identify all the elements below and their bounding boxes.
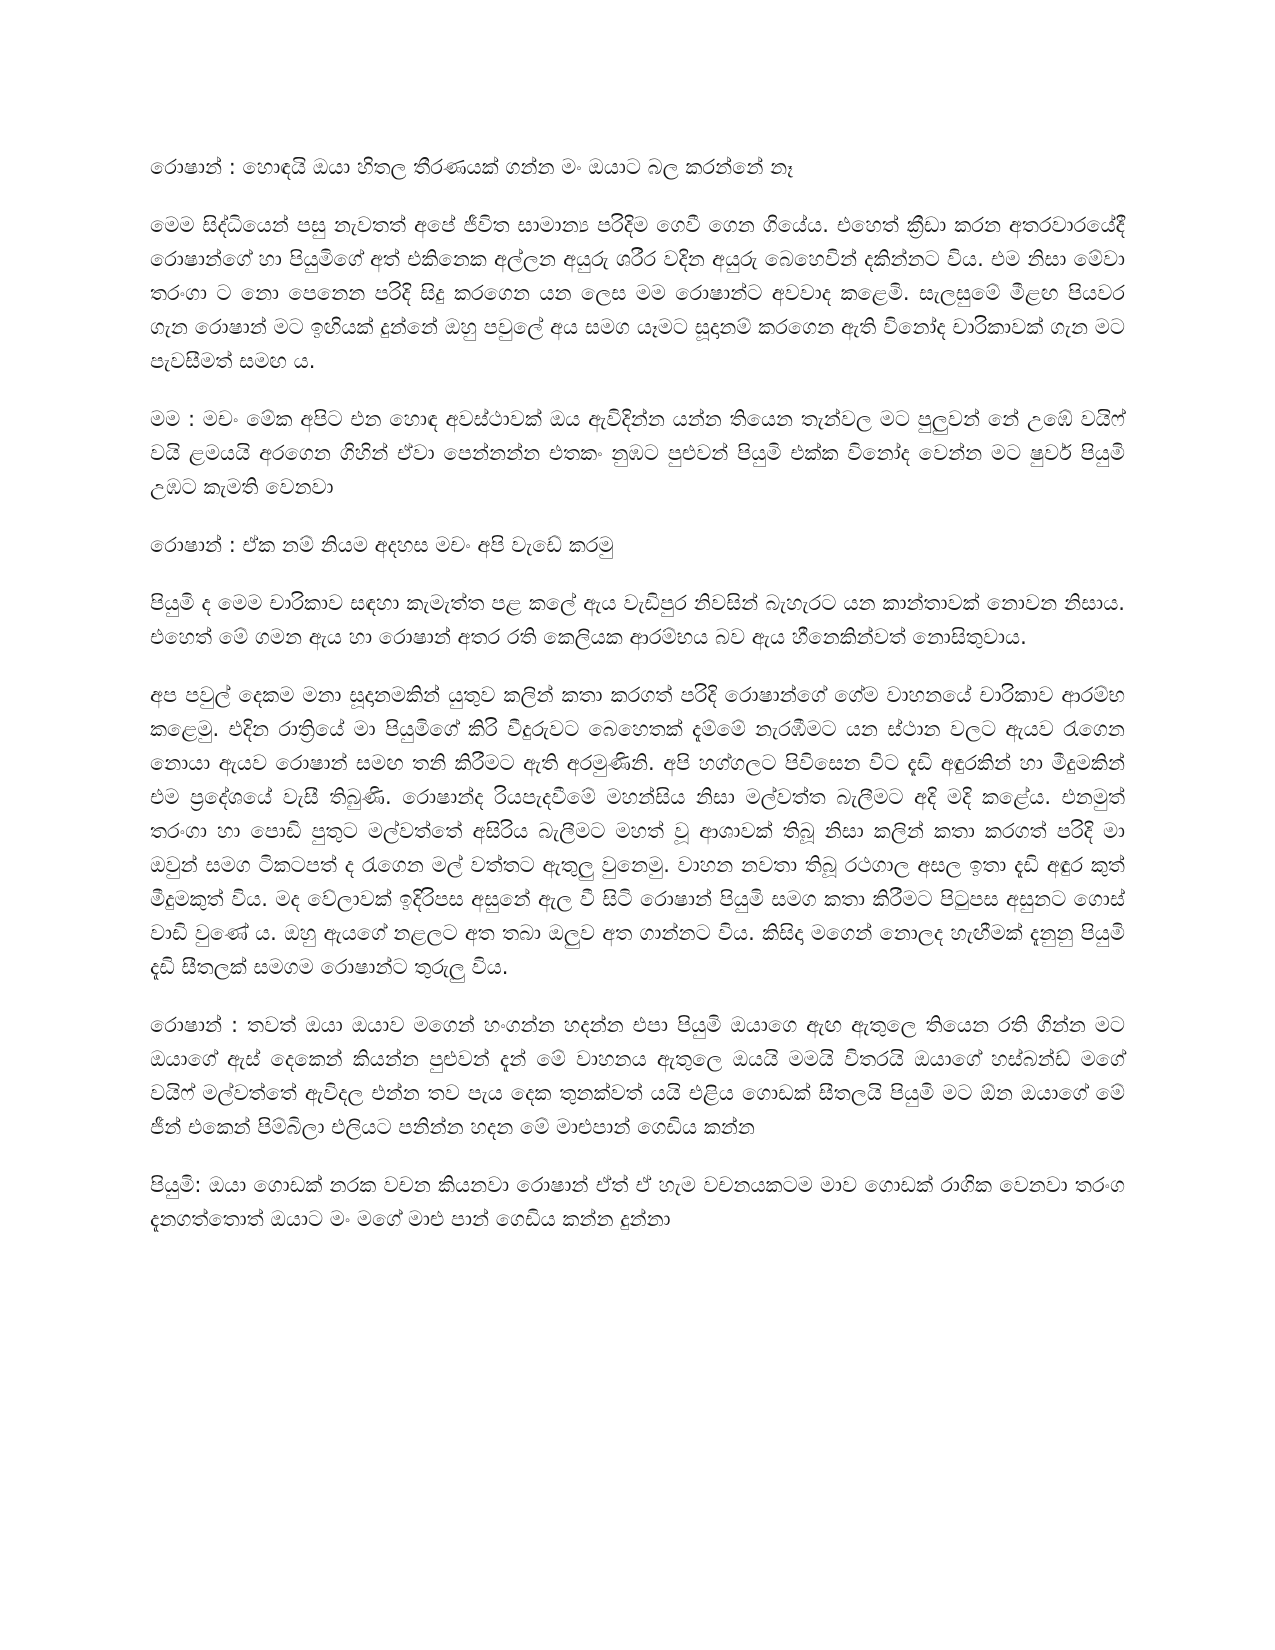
paragraph-roshan-decision: රොෂාන් : හොඳයි ඔයා හිතල තීරණයක් ගන්න මං ඔයාට බල කරන්නේ නෑ — [150, 155, 794, 179]
paragraph-piyumi-speech: පියුමි: ඔයා ගොඩක් නරක වචන කියනවා රොෂාන් ඒත් ඒ හැම වචනයකටම මාව ගොඩක් රාගික වෙනවා තරංග දැනගත්තොත් ඔයාට මං මගේ මාළු පාන් ගෙඩිය කන්න දුන්නා — [150, 1173, 1125, 1231]
paragraph-piyumi-trip: පියුමි ද මෙම චාරිකාව සඳහා කැමැත්ත පළ කලේ ඇය වැඩිපුර නිවසින් බැහැරට යන කාන්තාවක් නොවන නිසාය. එහෙත් මේ ගමන ඇය හා රොෂාන් අතර රති කෙලියක ආරම්භය බව ඇය හීනෙකින්වත් නොසිතුවාය. — [150, 591, 1125, 649]
document-body — [150, 150, 1125, 1260]
paragraph-roshan-speech: රොෂාන් : තවත් ඔයා ඔයාව මගෙන් හංගන්න හදන්න එපා පියුමි ඔයාගෙ ඇඟ ඇතුලෙ තියෙන රති ගින්න මට ඔයාගේ ඇස් දෙකෙන් කියන්න පුළුවන් දැන් මේ වාහනය ඇතුලෙ ඔයයි මමයි විතරයි ඔයාගේ හස්බන්ඩ් මගේ වයිෆ් මල්වත්තේ ඇවිදල එන්න තව පැය දෙක තුනක්වත් යයි එළිය ගොඩක් සීතලයි පියුමි මට ඕන ඔයාගේ මේ ජීන් එකෙන් පිම්බිලා එලියට පනින්න හදන මේ මාළුපාන් ගෙඩිය කන්න — [150, 1013, 1125, 1139]
paragraph-trip-narration: අප පවුල් දෙකම මනා සූදානමකින් යුතුව කලින් කතා කරගත් පරිදි රොෂාන්ගේ ගේම වාහනයේ චාරිකාව ආරම්භ කළෙමු. එදින රාත්‍රියේ මා පියුමිගේ කිරි වීදුරුවට බෙහෙතක් දැම්මේ නැරඹීමට යන ස්ථාන වලට ඇයව රැගෙන නොයා ඇයව රොෂාන් සමඟ තනි කිරීමට ඇති අරමුණිනි. අපි හග්ගලට පිවිසෙන විට දැඩි අඳුරකින් හා මීදුමකින් එම ප්‍රදේශයේ වැසී තිබුණි. රොෂාන්ද රියපැදවීමේ මහන්සිය නිසා මල්වත්ත බැලීමට අදි මදි කළේය. එනමුත් තරංගා හා පොඩි පුතුට මල්වත්තේ අසිරිය බැලීමට මහත් වූ ආශාවක් තිබූ නිසා කලින් කතා කරගත් පරිදි මා ඔවුන් සමග ටිකටපත් ද රැගෙන මල් වත්තට ඇතුලු වුනෙමු. වාහන නවතා තිබූ රථගාල අසල ඉතා දැඩි අඳුර කුත් මීදුමකුත් විය. මද වේලාවක් ඉදිරිපස අසුනේ ඇල වී සිටි රොෂාන් පියුමි සමග කතා කිරීමට පිටුපස අසුනට ගොස් වාඩි වුණේ ය. ඔහු ඇයගේ නළලට අත තබා ඔලුව අත ගාන්නට විය. කිසිදා මගෙන් නොලද හැඟීමක් දැනුනු පියුමි දැඩි සීතලක් සමගම රොෂාන්ට තුරුලු විය. — [150, 683, 1125, 979]
paragraph-roshan-agrees: රොෂාන් : ඒක නම් නියම අදහස මචං අපි වැඩේ කරමු — [150, 533, 614, 557]
paragraph-me-opportunity: මම : මචං මේක අපිට එන හොඳ අවස්ථාවක් ඔය ඇවිදින්න යන්න තියෙන තැන්වල මට පුලුවන් නේ උඹේ වයිෆ් වයි ළමයයි අරගෙන ගිහින් ඒවා පෙන්නන්න එතකං නුඹට පුළුවන් පියුමි එක්ක විනෝද වෙන්න මට ෂුවර් පියුමි උඹට කැමති වෙනවා — [150, 407, 1125, 499]
paragraph-narration-life-resumes: මෙම සිද්ධියෙන් පසු නැවතත් අපේ ජීවිත සාමාන්‍ය පරිදිම ගෙවී ගෙන ගියේය. එහෙත් ක්‍රීඩා කරන අතරවාරයේදී රොෂාන්ගේ හා පියුමිගේ අත් එකිනෙක අල්ලන අයුරු ශරීර වදින අයුරු බෙහෙවින් දකින්නට විය. එම නිසා මේවා තරංගා ට නො පෙනෙන පරිදි සිදු කරගෙන යන ලෙස මම රොෂාන්ට අවවාද කළෙමි. සැලසුමේ මීළඟ පියවර ගැන රොෂාන් මට ඉඟියක් දුන්නේ ඔහු පවුලේ අය සමග යෑමට සූදානම් කරගෙන ඇති විනෝද චාරිකාවක් ගැන මට පැවසීමත් සමඟ ය. — [150, 213, 1125, 373]
